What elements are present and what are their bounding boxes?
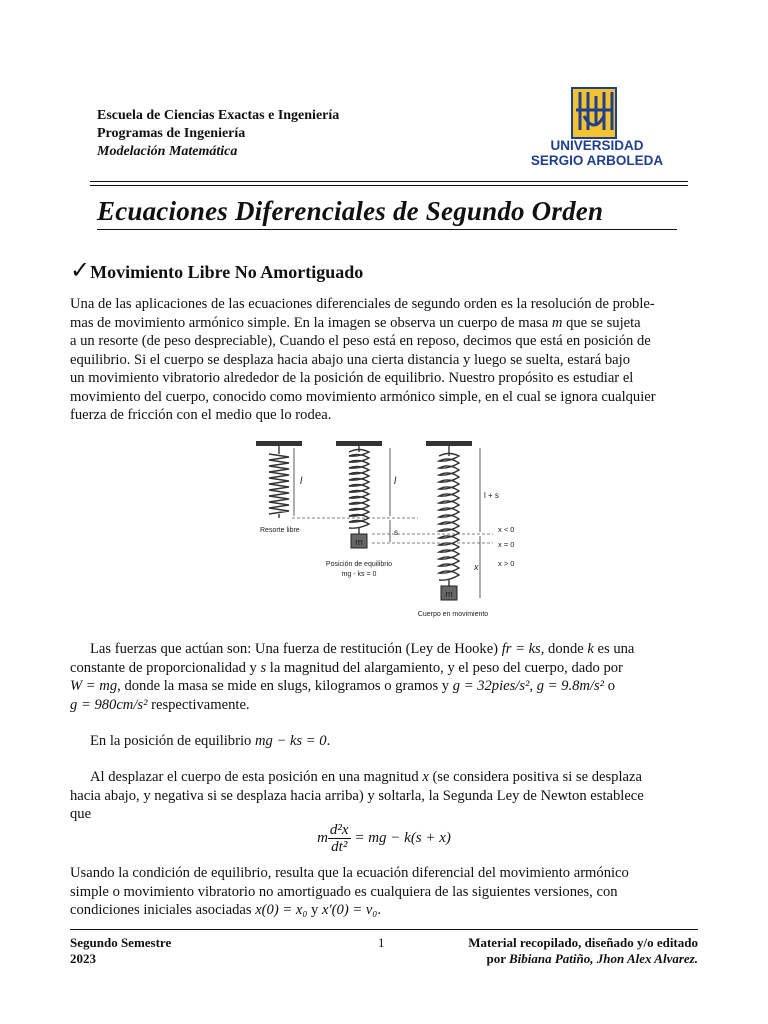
label-x: x <box>474 562 479 572</box>
initial-cond-2: x′(0) = v₀ <box>322 902 378 918</box>
eq-fraction <box>328 822 351 855</box>
intro-line-7: fuerza de fricción con el medio que lo rodea. <box>70 407 332 423</box>
footer-credit-pre: por <box>486 951 509 966</box>
gravity-cm: g = 980cm/s² <box>70 696 148 713</box>
footer-left <box>70 935 171 967</box>
intro-line-4: equilibrio. Si el cuerpo se desplaza hacia abajo una cierta distancia y luego se suelta, estará bajo <box>70 351 631 368</box>
gravity-meters: g = 9.8m/s² <box>536 678 605 694</box>
forces-line-2 <box>70 659 698 678</box>
x-symbol: x <box>422 769 429 785</box>
spring-free <box>269 446 289 518</box>
forces-line-1c: es una <box>593 641 635 657</box>
intro-paragraph <box>70 295 698 425</box>
label-l-2: l <box>394 476 397 487</box>
equilibrium-text: En la posición de equilibrio <box>90 733 255 749</box>
forces-line-2a: constante de proporcionalidad y <box>70 659 261 676</box>
label-resorte-libre: Resorte libre <box>260 527 300 534</box>
weight-eq: W = mg <box>70 678 118 694</box>
header-block <box>97 107 339 161</box>
programs-name: Programas de Ingeniería <box>97 126 246 141</box>
usage-line-1: Usando la condición de equilibrio, resulta que la ecuación diferencial del movimiento armónico <box>70 865 629 881</box>
intro-line-2 <box>70 314 698 333</box>
course-name: Modelación Matemática <box>97 144 238 159</box>
intro-line-5: un movimiento vibratorio alrededor de la posición de equilibrio. Nuestro propósito es estudiar el <box>70 370 634 386</box>
label-x-gt-0: x > 0 <box>498 559 515 568</box>
checkmark-icon: ✓ <box>70 256 91 284</box>
footer-year: 2023 <box>70 951 96 966</box>
usage-line-3a: condiciones iniciales asociadas <box>70 902 256 918</box>
intro-line-6: movimiento del cuerpo, conocido como movimiento armónico simple, en el cual se ignora cualquier <box>70 388 656 405</box>
logo-line-2: SERGIO ARBOLEDA <box>530 153 664 168</box>
spring-equilibrium <box>349 446 369 534</box>
displace-line-1b: (se considera positiva si se desplaza <box>428 769 642 785</box>
label-x-lt-0: x < 0 <box>498 525 515 534</box>
forces-line-1b: , donde <box>540 641 588 657</box>
equilibrium-end: . <box>326 733 331 749</box>
displace-line-1 <box>70 768 698 787</box>
eq-numerator: d²x <box>329 822 349 838</box>
displace-paragraph <box>70 768 698 824</box>
usage-paragraph <box>70 864 698 920</box>
reference-lines <box>292 518 493 543</box>
mass-symbol: m <box>551 314 563 331</box>
footer-rule <box>70 929 698 930</box>
footer-right <box>468 935 698 967</box>
k-symbol: k <box>587 641 594 657</box>
forces-line-4 <box>70 696 698 715</box>
forces-line-1a: Las fuerzas que actúan son: Una fuerza de restitución (Ley de Hooke) <box>90 641 502 657</box>
ceiling-3 <box>426 441 472 446</box>
footer-credit-1: Material recopilado, diseñado y/o editado <box>468 935 698 950</box>
label-l-1: l <box>300 476 303 487</box>
spring-figure <box>248 436 538 622</box>
intro-line-3: a un resorte (de peso despreciable), Cuando el peso está en reposo, decimos que está en posición de <box>70 333 651 349</box>
s-symbol: s <box>260 659 267 676</box>
page-number: 1 <box>378 935 385 950</box>
ceiling-2 <box>336 441 382 446</box>
eq-mass: m <box>317 829 328 846</box>
footer-semester: Segundo Semestre <box>70 935 172 950</box>
initial-cond-1: x(0) = x₀ <box>255 902 308 918</box>
intro-line-2b: que se sujeta <box>562 314 641 331</box>
gravity-feet: g = 32pies/s² <box>452 678 530 694</box>
logo-text <box>524 138 670 168</box>
displace-line-3: que <box>70 806 92 822</box>
footer-credit-2 <box>468 951 698 967</box>
mass-label-2: m <box>445 589 453 599</box>
label-cuerpo-movimiento: Cuerpo en movimiento <box>417 611 489 618</box>
forces-or: o <box>604 678 615 694</box>
forces-line-3a: , donde la masa se mide en slugs, kilogramos o gramos y <box>117 678 453 694</box>
footer-credit-names: Bibiana Patiño, Jhon Alex Alvarez. <box>508 951 698 966</box>
logo-line-1: UNIVERSIDAD <box>550 138 644 153</box>
forces-line-2b: la magnitud del alargamiento, y el peso del cuerpo, dado por <box>266 659 623 676</box>
label-x-eq-0: x = 0 <box>498 540 515 549</box>
section-heading <box>70 256 363 284</box>
forces-line-3 <box>70 677 698 696</box>
forces-sep: , <box>529 678 537 694</box>
spring-motion <box>439 446 459 586</box>
hooke-eq: fr = ks <box>501 641 541 657</box>
page-title-text: Ecuaciones Diferenciales de Segundo Orden <box>97 196 604 226</box>
usage-line-2: simple o movimiento vibratorio no amortiguado es cualquiera de las siguientes versiones, con <box>70 883 618 900</box>
eq-denominator: dt² <box>331 839 348 855</box>
displace-line-1a: Al desplazar el cuerpo de esta posición en una magnitud <box>90 769 423 785</box>
mass-label-1: m <box>355 537 363 547</box>
newton-equation <box>0 822 768 855</box>
ceiling-1 <box>256 441 302 446</box>
title-underline <box>97 229 677 230</box>
displace-line-2: hacia abajo, y negativa si se desplaza hacia arriba) y soltarla, la Segunda Ley de Newton establece <box>70 787 644 804</box>
header-rule-top <box>90 181 688 182</box>
page-title <box>97 196 677 227</box>
label-posicion-equilibrio: Posición de equilibrio <box>325 561 393 568</box>
usage-line-3 <box>70 901 698 920</box>
label-l-plus-s: l + s <box>484 491 499 500</box>
intro-line-1: Una de las aplicaciones de las ecuaciones diferenciales de segundo orden es la resolución de proble- <box>70 296 655 312</box>
equilibrium-line <box>70 732 698 751</box>
intro-line-2a: mas de movimiento armónico simple. En la imagen se observa un cuerpo de masa <box>70 314 552 331</box>
label-equilibrio-eq: mg - ks = 0 <box>341 571 377 578</box>
eq-rhs: = mg − k(s + x) <box>350 829 451 846</box>
label-s: s <box>394 528 398 537</box>
usage-end: . <box>377 902 382 918</box>
section-heading-text: Movimiento Libre No Amortiguado <box>90 262 364 282</box>
forces-line-4b: respectivamente. <box>147 696 250 713</box>
usage-and: y <box>307 902 322 918</box>
forces-paragraph <box>70 640 698 714</box>
header-rule-bottom <box>90 185 688 186</box>
forces-line-1 <box>70 640 698 659</box>
university-logo <box>522 86 672 170</box>
spring-diagram <box>248 436 538 622</box>
equilibrium-eq: mg − ks = 0 <box>254 733 327 749</box>
school-name: Escuela de Ciencias Exactas e Ingeniería <box>97 108 340 123</box>
